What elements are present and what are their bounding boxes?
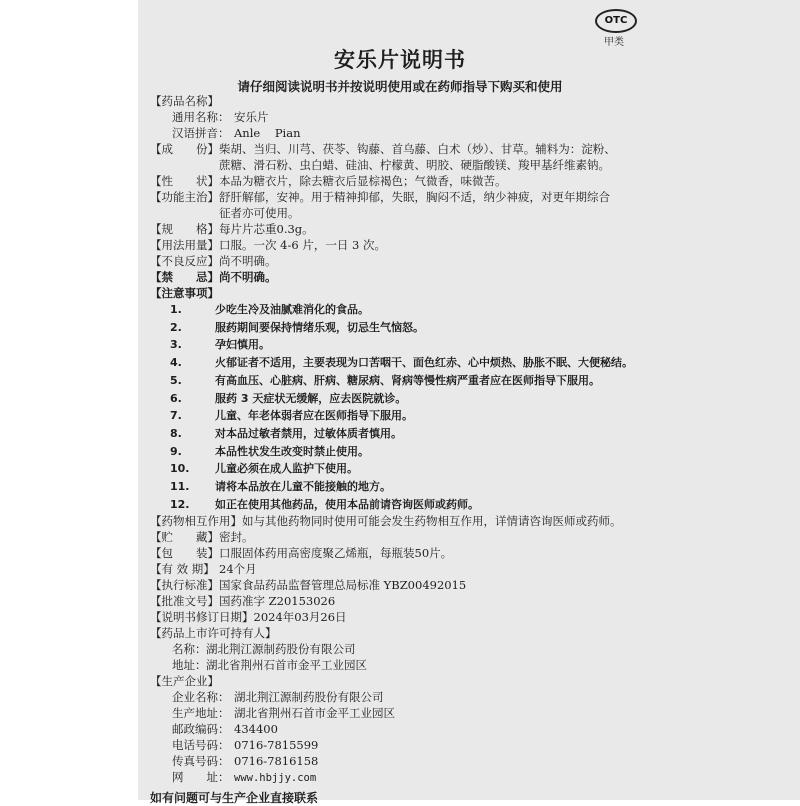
holder-name-value: 湖北荆江源制药股份有限公司	[206, 642, 356, 657]
spec-value: 每片片芯重0.3g。	[219, 222, 314, 236]
character-row	[150, 173, 640, 189]
footer-note: 如有问题可与生产企业直接联系	[150, 791, 319, 806]
adverse-value: 尚不明确。	[219, 254, 277, 268]
validity-value: 24个月	[219, 562, 257, 577]
adverse-label: 【不良反应】	[150, 254, 219, 268]
manufacturer-value: 434400	[234, 722, 278, 737]
ingredients-line2: 蔗糖、滑石粉、虫白蜡、硅油、柠檬黄、明胶、硬脂酸镁、羧甲基纤维素钠。	[219, 158, 610, 172]
precaution-text: 请将本品放在儿童不能接触的地方。	[215, 480, 391, 494]
indications-line2: 征者亦可使用。	[219, 206, 300, 220]
manufacturer-value: 湖北省荆州石首市金平工业园区	[234, 706, 395, 721]
standard-row	[150, 577, 640, 593]
standard-value: 国家食品药品监督管理总局标准 YBZ00492015	[219, 578, 467, 593]
dosage-value: 口服。一次 4-6 片，一日 3 次。	[219, 238, 386, 252]
precaution-text: 儿童、年老体弱者应在医师指导下服用。	[215, 409, 413, 423]
precaution-item	[150, 336, 640, 354]
precaution-text: 服药期间要保持情绪乐观，切忌生气恼怒。	[215, 320, 424, 334]
validity-row	[150, 561, 640, 577]
precaution-item	[150, 319, 640, 337]
manufacturer-value: 湖北荆江源制药股份有限公司	[234, 690, 384, 705]
approval-value: 国药准字 Z20153026	[219, 594, 336, 609]
indications-line1: 舒肝解郁，安神。用于精神抑郁，失眠，胸闷不适，纳少神疲，对更年期综合	[219, 190, 610, 204]
document-title: 安乐片说明书	[334, 48, 466, 72]
holder-address-value: 湖北省荆州石首市金平工业园区	[206, 658, 367, 673]
dosage-label: 【用法用量】	[150, 238, 219, 252]
indications-row	[150, 189, 640, 205]
precaution-text: 本品性状发生改变时禁止使用。	[215, 444, 369, 458]
precaution-number: 11.	[170, 480, 190, 494]
precaution-item	[150, 443, 640, 461]
precaution-item	[150, 478, 640, 496]
manufacturer-label: 邮政编码：	[172, 722, 230, 737]
manufacturer-header: 【生产企业】	[150, 674, 219, 689]
precaution-text: 有高血压、心脏病、肝病、糖尿病、肾病等慢性病严重者应在医师指导下服用。	[215, 373, 600, 387]
precaution-number: 2.	[170, 320, 182, 334]
precaution-text: 少吃生冷及油腻难消化的食品。	[215, 303, 369, 316]
manufacturer-value: 0716-7815599	[234, 738, 319, 753]
package-row	[150, 545, 640, 561]
precaution-item	[150, 407, 640, 425]
precaution-number: 6.	[170, 391, 182, 405]
precaution-text: 如正在使用其他药品，使用本品前请咨询医师或药师。	[215, 497, 479, 511]
contraindications-value: 尚不明确。	[219, 270, 277, 284]
precaution-item	[150, 372, 640, 390]
precaution-number: 5.	[170, 373, 182, 387]
revision-row	[150, 609, 640, 625]
interactions-value: 如与其他药物同时使用可能会发生药物相互作用，详情请咨询医师或药师。	[242, 514, 622, 529]
precaution-item	[150, 460, 640, 478]
storage-value: 密封。	[219, 530, 254, 545]
document-subtitle: 请仔细阅读说明书并按说明使用或在药师指导下购买和使用	[237, 79, 563, 94]
generic-name-label: 通用名称：	[172, 110, 230, 124]
contraindications-label: 【禁 忌】	[150, 270, 219, 284]
manufacturer-row	[150, 689, 640, 705]
ingredients-label: 【成 份】	[150, 142, 219, 156]
holder-header: 【药品上市许可持有人】	[150, 626, 277, 641]
manufacturer-label: 电话号码：	[172, 738, 230, 753]
spec-row	[150, 221, 640, 237]
approval-label: 【批准文号】	[150, 594, 219, 609]
precaution-text: 对本品过敏者禁用，过敏体质者慎用。	[215, 426, 402, 440]
drug-name-header: 【药品名称】	[150, 94, 219, 108]
precaution-text: 火郁证者不适用，主要表现为口苦咽干、面色红赤、心中烦热、胁胀不眠、大便秘结。	[215, 356, 633, 370]
precaution-item	[150, 496, 640, 514]
storage-row	[150, 529, 640, 545]
pinyin-label: 汉语拼音：	[172, 126, 230, 140]
pinyin-value: Anle Pian	[234, 126, 301, 140]
precaution-number: 7.	[170, 409, 182, 423]
package-label: 【包 装】	[150, 546, 219, 561]
manufacturer-value: 0716-7816158	[234, 754, 319, 769]
manufacturer-label: 生产地址：	[172, 706, 230, 721]
precautions-header: 【注意事项】	[150, 286, 219, 300]
interactions-label: 【药物相互作用】	[150, 514, 242, 529]
precaution-number: 12.	[170, 497, 190, 511]
ingredients-line1: 柴胡、当归、川芎、茯苓、钩藤、首乌藤、白术（炒）、甘草。辅料为：淀粉、	[219, 142, 616, 156]
manufacturer-row	[150, 721, 640, 737]
precaution-text: 孕妇慎用。	[215, 338, 270, 352]
manufacturer-website: www.hbjjy.com	[234, 772, 317, 785]
leaflet-content	[150, 93, 640, 806]
precaution-number: 9.	[170, 444, 182, 458]
manufacturer-row	[150, 737, 640, 753]
precaution-item	[150, 425, 640, 443]
precaution-number: 10.	[170, 462, 190, 476]
manufacturer-label: 传真号码：	[172, 754, 230, 769]
revision-value: 2024年03月26日	[253, 610, 347, 625]
adverse-row	[150, 253, 640, 269]
precaution-text: 服药 3 天症状无缓解，应去医院就诊。	[215, 391, 407, 405]
otc-badge: OTC	[595, 9, 637, 33]
approval-row	[150, 593, 640, 609]
otc-class-label: 甲类	[604, 37, 624, 48]
indications-label: 【功能主治】	[150, 190, 219, 204]
character-label: 【性 状】	[150, 174, 219, 188]
precaution-text: 儿童必须在成人监护下使用。	[215, 462, 358, 476]
generic-name-value: 安乐片	[234, 110, 269, 124]
generic-name-row	[150, 109, 640, 125]
interactions-row	[150, 513, 640, 529]
validity-label: 【有 效 期】	[150, 562, 215, 577]
precaution-item	[150, 354, 640, 372]
precaution-item	[150, 301, 640, 319]
manufacturer-row	[150, 705, 640, 721]
precaution-number: 1.	[170, 303, 182, 316]
holder-address-label: 地址：	[172, 658, 207, 673]
contraindications-row	[150, 269, 640, 285]
manufacturer-label: 网 址：	[172, 770, 230, 785]
precaution-number: 3.	[170, 338, 182, 352]
storage-label: 【贮 藏】	[150, 530, 219, 545]
standard-label: 【执行标准】	[150, 578, 219, 593]
manufacturer-row	[150, 769, 640, 786]
holder-address-row	[150, 657, 640, 673]
manufacturer-label: 企业名称：	[172, 690, 230, 705]
holder-name-row	[150, 641, 640, 657]
precaution-number: 8.	[170, 426, 182, 440]
package-value: 口服固体药用高密度聚乙烯瓶，每瓶装50片。	[219, 546, 453, 561]
revision-label: 【说明书修订日期】	[150, 610, 254, 625]
spec-label: 【规 格】	[150, 222, 219, 236]
dosage-row	[150, 237, 640, 253]
precautions-list	[150, 301, 640, 513]
precaution-number: 4.	[170, 356, 182, 370]
pinyin-row	[150, 125, 640, 141]
character-value: 本品为糖衣片，除去糖衣后显棕褐色；气微香，味微苦。	[219, 174, 507, 188]
precaution-item	[150, 390, 640, 408]
ingredients-row	[150, 141, 640, 157]
holder-name-label: 名称：	[172, 642, 207, 657]
manufacturer-row	[150, 753, 640, 769]
